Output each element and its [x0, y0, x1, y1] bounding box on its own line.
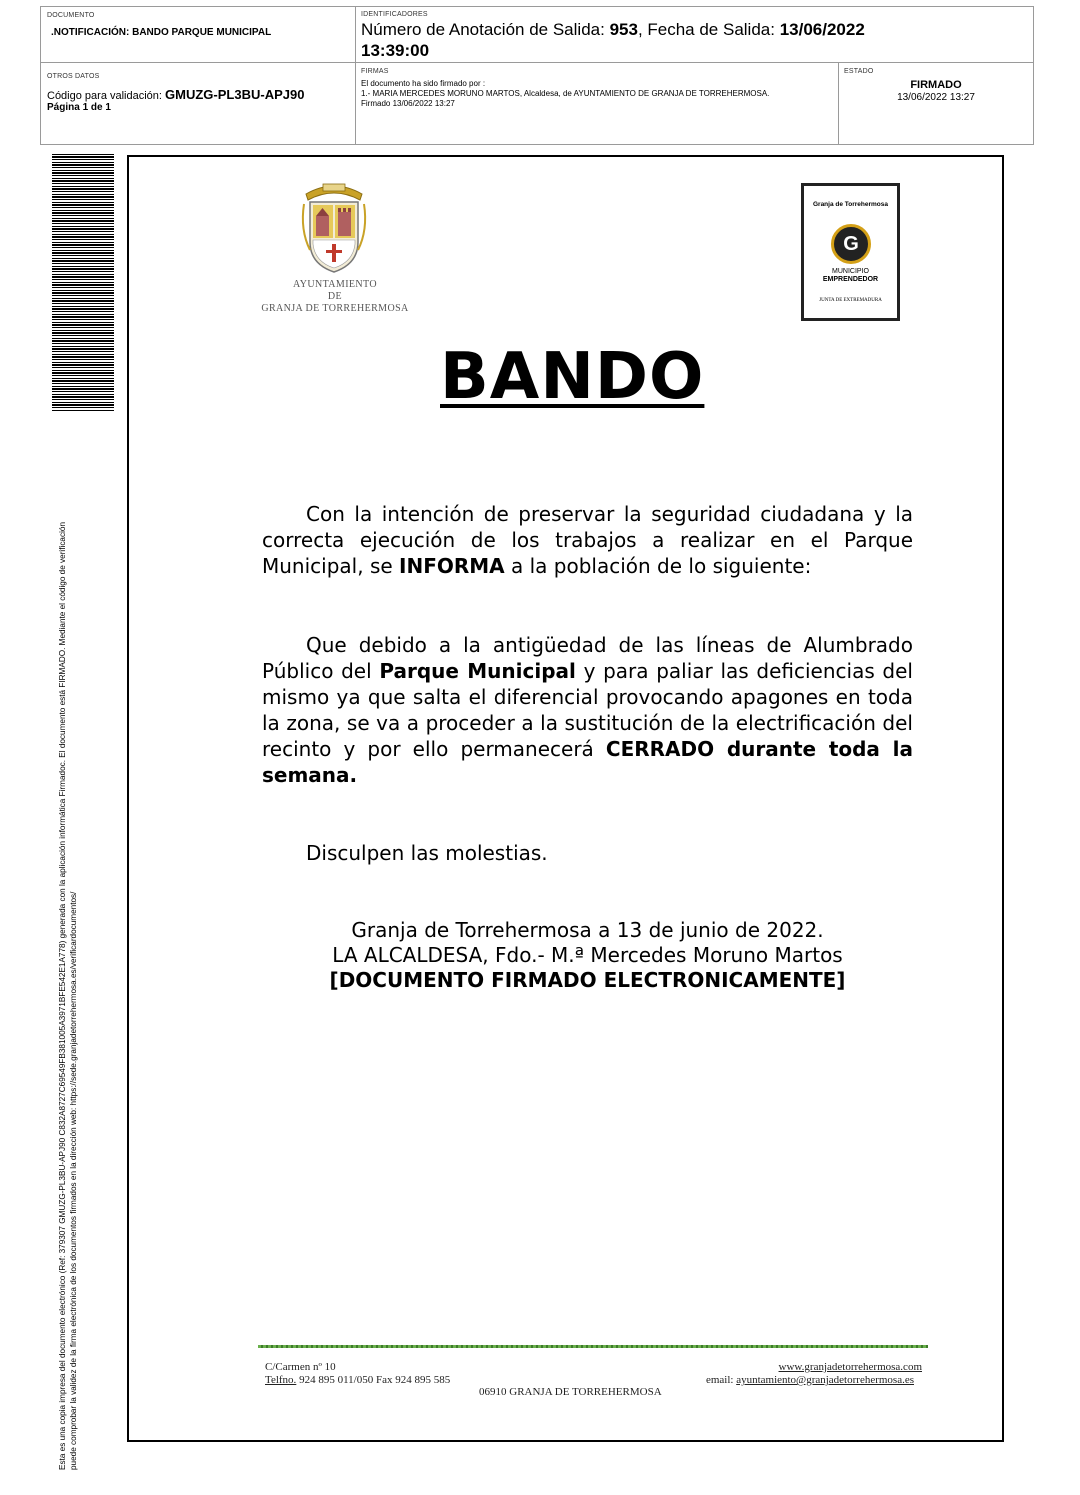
paragraph-intro: Con la intención de preservar la seguridad ciudadana y la correcta ejecución de los trabajos a realizar en el Parque Municipal, se INFORMA a la población de lo siguiente:	[262, 502, 913, 578]
signature-name: LA ALCALDESA, Fdo.- M.ª Mercedes Moruno Martos	[332, 943, 843, 967]
footer-address: C/Carmen nº 10	[265, 1361, 336, 1373]
identificadores-label: IDENTIFICADORES	[361, 11, 428, 18]
footer-email: email: ayuntamiento@granjadetorrehermosa.es	[705, 1374, 914, 1386]
footer-phone: Telfno. 924 895 011/050 Fax 924 895 585	[265, 1374, 451, 1386]
estado-value: FIRMADO	[910, 79, 962, 91]
header-divider	[41, 62, 1033, 63]
badge-emprendedor: EMPRENDEDOR	[822, 276, 879, 283]
document-header	[40, 6, 1034, 145]
documento-value: .NOTIFICACIÓN: BANDO PARQUE MUNICIPAL	[51, 27, 272, 38]
footer-divider	[258, 1345, 928, 1348]
footer-web-link[interactable]: www.granjadetorrehermosa.com	[778, 1361, 922, 1373]
header-divider	[838, 62, 839, 144]
municipal-logo	[255, 180, 415, 315]
signature-block	[262, 918, 913, 993]
firmas-text: El documento ha sido firmado por : 1.- MARIA MERCEDES MORUNO MARTOS, Alcaldesa, de AYUNTAMIENTO DE GRANJA DE TORREHERMOSA. Firmado 13/06/2022 13:27	[361, 79, 770, 108]
footer-city: 06910 GRANJA DE TORREHERMOSA	[479, 1386, 662, 1398]
signature-electronic: [DOCUMENTO FIRMADO ELECTRONICAMENTE]	[329, 968, 846, 992]
firmas-label: FIRMAS	[361, 68, 389, 75]
badge-municipio: MUNICIPIO	[832, 268, 869, 275]
badge-town: Granja de Torrehermosa	[812, 201, 889, 208]
paragraph-notice: Que debido a la antigüedad de las líneas de Alumbrado Público del Parque Municipal y para paliar las deficiencias del mismo ya que salta el diferencial provocando apagones en toda la zona, se va a proceder a la sustitución de la electrificación del recinto y por ello permanecerá CERRADO durante toda la semana.	[262, 633, 913, 787]
page-count: Página 1 de 1	[47, 102, 111, 113]
codigo-validacion: Código para validación: GMUZG-PL3BU-APJ90	[47, 87, 305, 102]
signature-place-date: Granja de Torrehermosa a 13 de junio de 2022.	[351, 918, 824, 942]
logo-line-2: DE	[327, 291, 343, 302]
estado-date: 13/06/2022 13:27	[897, 92, 975, 103]
coat-of-arms-icon	[298, 180, 370, 276]
identificadores-value: Número de Anotación de Salida: 953, Fecha de Salida: 13/06/2022 13:39:00	[361, 20, 865, 60]
documento-label: DOCUMENTO	[47, 12, 95, 19]
page-title: BANDO	[440, 340, 705, 414]
logo-line-3: GRANJA DE TORREHERMOSA	[261, 303, 409, 314]
verification-side-text: Esta es una copia impresa del documento electrónico (Ref: 379307 GMUZG-PL3BU-APJ90 C832A8727C69549FB381005A3971BFE542E1A778) generada con la aplicación informática Firmadoc. El documento está FIRMADO. Mediante el código de verificación puede comprobar la validez de la firma electrónica de los documentos firmados en la dirección web: https://sede.granjadetorrehermosa.es/verificardocumentos/	[58, 522, 78, 1470]
paragraph-apology: Disculpen las molestias.	[306, 841, 548, 865]
footer-email-link[interactable]: ayuntamiento@granjadetorrehermosa.es	[736, 1374, 914, 1386]
header-divider	[355, 7, 356, 144]
otros-datos-label: OTROS DATOS	[47, 73, 100, 80]
logo-line-1: AYUNTAMIENTO	[293, 279, 377, 290]
municipio-emprendedor-badge	[801, 183, 900, 321]
badge-junta: JUNTA DE EXTREMADURA	[819, 298, 882, 303]
barcode	[52, 154, 114, 412]
estado-label: ESTADO	[844, 68, 874, 75]
emprendedor-icon: G	[831, 224, 871, 264]
